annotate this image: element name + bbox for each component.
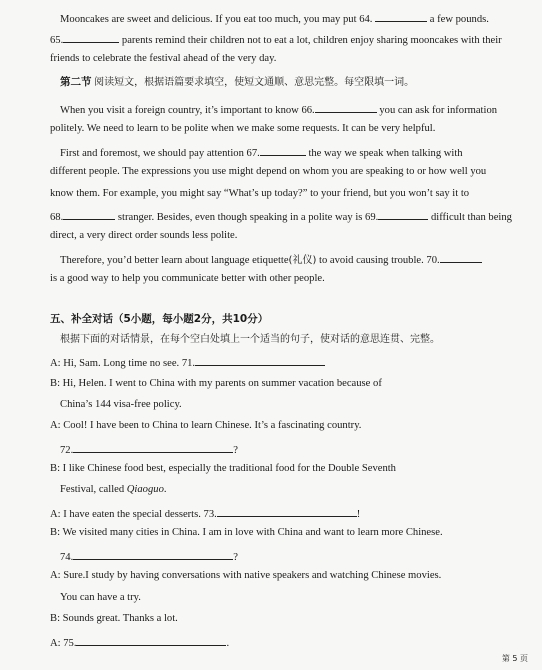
blank-69[interactable] [378, 208, 428, 220]
dialogue-line-71 [50, 354, 325, 371]
text: to avoid causing trouble. 70. [319, 255, 440, 266]
passage2-line-5 [50, 187, 469, 201]
text: Qiaoguo [126, 484, 164, 495]
text: A: 75. [50, 638, 77, 649]
dialogue-line-6 [50, 462, 396, 476]
blank-72[interactable] [73, 441, 233, 453]
dialogue-line-74 [60, 548, 238, 565]
passage2-line-7 [50, 229, 237, 243]
text: . [226, 638, 230, 649]
passage2-line-9 [50, 272, 325, 286]
blank-70[interactable] [440, 251, 482, 263]
page-number: 第 5 页 [501, 654, 528, 663]
dialogue-line-73 [50, 505, 360, 522]
passage-line-1 [60, 10, 489, 27]
text: difficult than being [430, 212, 512, 223]
text: parents remind their children not to eat a lot, children enjoy sharing mooncakes with their [121, 35, 502, 46]
text: B: Sounds great. Thanks a lot. [50, 613, 178, 624]
blank-74[interactable] [73, 548, 233, 560]
section-instruction: 阅读短文，根据语篇要求填空，使短文通顺、意思完整。每空限填一词。 [94, 77, 415, 88]
text: A: I have eaten the special desserts. 73. [50, 509, 217, 520]
text: B: I like Chinese food best, especially the traditional food for the Double Seventh [50, 463, 396, 474]
text: different people. The expressions you use might depend on whom you are speaking to or how well you [50, 166, 487, 177]
text: . [163, 484, 167, 495]
text: direct, a very direct order sounds less polite. [50, 230, 238, 241]
text: When you visit a foreign country, it’s important to know 66. [60, 105, 315, 116]
text: is a good way to help you communicate better with other people. [50, 273, 325, 284]
section-5-heading [50, 312, 268, 327]
blank-65[interactable] [63, 31, 119, 43]
text: ! [356, 509, 361, 520]
text: A: Cool! I have been to China to learn Chinese. It’s a fascinating country. [50, 420, 362, 431]
blank-68[interactable] [63, 208, 115, 220]
text: ? [233, 445, 238, 456]
blank-64[interactable] [375, 10, 427, 22]
blank-71[interactable] [195, 354, 325, 366]
passage2-line-4 [50, 165, 486, 179]
text: the way we speak when talking with [308, 148, 463, 159]
blank-67[interactable] [260, 144, 306, 156]
dialogue-line-11 [50, 569, 441, 583]
text: friends to celebrate the festival ahead of the very day. [50, 53, 277, 64]
text: A: Hi, Sam. Long time no see. 71. [50, 358, 196, 369]
text: stranger. Besides, even though speaking in a polite way is 69. [117, 212, 379, 223]
text: politely. We need to learn to be polite when we make some requests. It can be very helpful. [50, 123, 436, 134]
dialogue-line-3 [60, 398, 182, 412]
text: B: We visited many cities in China. I am in love with China and want to learn more Chinese. [50, 527, 443, 538]
text: know them. For example, you might say “What’s up today?” to your friend, but you won’t say it to [50, 188, 470, 199]
text: ? [233, 552, 238, 563]
section-title: 五、补全对话（5小题，每小题2分，共10分） [50, 313, 269, 325]
text: (礼仪) [288, 255, 317, 266]
dialogue-line-13 [50, 612, 178, 626]
text: B: Hi, Helen. I went to China with my parents on summer vacation because of [50, 378, 382, 389]
section-title: 第二节 [60, 76, 92, 88]
dialogue-line-75 [50, 634, 229, 651]
text: you can ask for information [379, 105, 498, 116]
blank-number: 74. [60, 552, 74, 563]
passage-line-3 [50, 52, 276, 66]
section-2-heading [60, 75, 414, 90]
dialogue-line-7 [60, 483, 167, 497]
text: Festival, called [60, 484, 127, 495]
dialogue-line-2 [50, 377, 382, 391]
dialogue-line-9 [50, 526, 443, 540]
section-5-instruction [60, 333, 440, 347]
text: China’s 144 visa-free policy. [60, 399, 182, 410]
passage2-line-3 [60, 144, 463, 161]
blank-number: 65. [50, 35, 64, 46]
text: Mooncakes are sweet and delicious. If you eat too much, you may put 64. [60, 14, 373, 25]
dialogue-line-12 [60, 591, 141, 605]
passage-line-2 [50, 31, 528, 48]
passage2-line-1 [60, 101, 497, 118]
text: First and foremost, we should pay attention 67. [60, 148, 260, 159]
dialogue-line-4 [50, 419, 361, 433]
blank-number: 68. [50, 212, 64, 223]
blank-66[interactable] [315, 101, 377, 113]
dialogue-line-72 [60, 441, 238, 458]
blank-number: 72. [60, 445, 74, 456]
text: a few pounds. [429, 14, 489, 25]
text: A: Sure.I study by having conversations with native speakers and watching Chinese movies. [50, 570, 442, 581]
blank-73[interactable] [217, 505, 357, 517]
passage2-line-6 [50, 208, 512, 225]
text: Therefore, you’d better learn about language etiquette [60, 255, 289, 266]
passage2-line-8 [60, 251, 482, 268]
section-instruction: 根据下面的对话情景，在每个空白处填上一个适当的句子，使对话的意思连贯、完整。 [60, 334, 440, 345]
text: You can have a try. [60, 592, 141, 603]
blank-75[interactable] [76, 634, 226, 646]
passage2-line-2 [50, 122, 435, 136]
